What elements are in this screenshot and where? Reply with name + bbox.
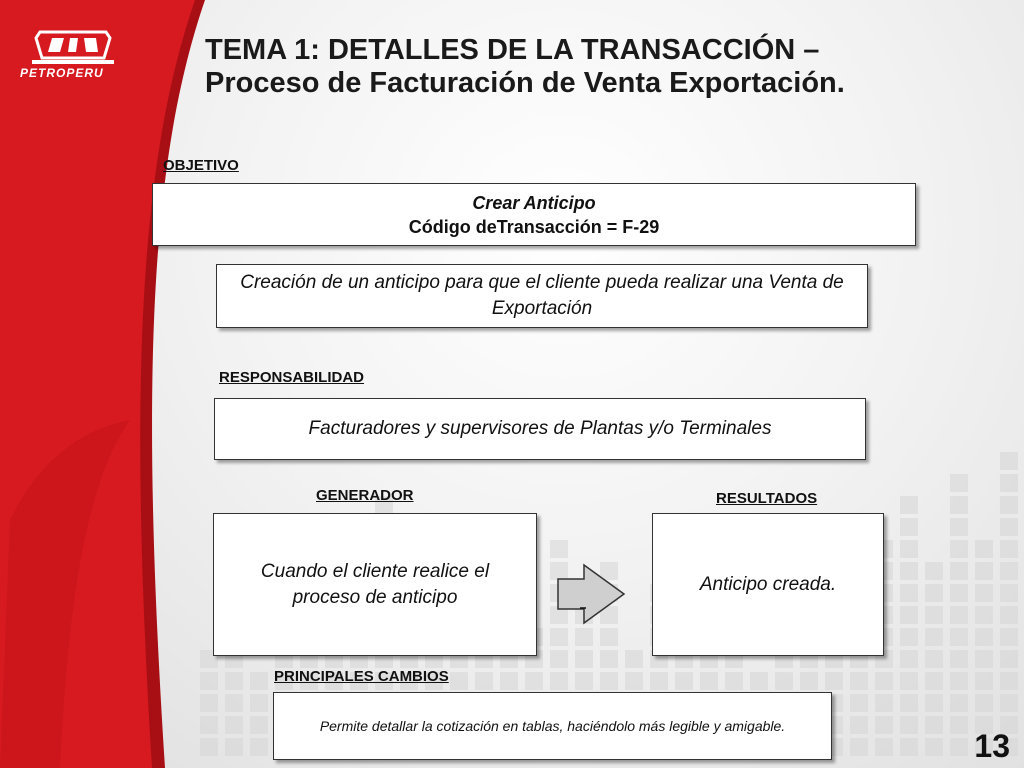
page-number: 13 — [974, 728, 1010, 764]
responsabilidad-box — [214, 398, 866, 460]
resultados-text: Anticipo creada. — [699, 573, 837, 595]
objetivo-description: Creación de un anticipo para que el cliente pueda realizar una Venta de Exportación — [240, 272, 844, 319]
generador-text: Cuando el cliente realice el proceso de anticipo — [260, 560, 490, 608]
logo-wordmark: PETROPERU — [20, 66, 104, 80]
resultados-label: RESULTADOS — [716, 490, 818, 507]
objetivo-box — [152, 183, 916, 246]
principales-cambios-label: PRINCIPALES CAMBIOS — [274, 668, 449, 685]
right-arrow-icon — [556, 563, 628, 625]
responsabilidad-text: Facturadores y supervisores de Plantas y/o Terminales — [308, 418, 772, 439]
objetivo-label: OBJETIVO — [163, 157, 239, 174]
red-side-band — [0, 0, 210, 768]
transaction-code: Código deTransacción = F-29 — [408, 216, 660, 237]
page-title: TEMA 1: DETALLES DE LA TRANSACCIÓN – Proceso de Facturación de Venta Exportación. — [205, 34, 845, 99]
generador-box — [213, 513, 537, 656]
responsabilidad-label: RESPONSABILIDAD — [219, 369, 365, 386]
generador-label: GENERADOR — [316, 487, 414, 504]
principales-cambios-text: Permite detallar la cotización en tablas, haciéndolo más legible y amigable. — [319, 718, 786, 734]
objetivo-description-box — [216, 264, 868, 328]
principales-cambios-box — [273, 692, 832, 760]
objetivo-title: Crear Anticipo — [472, 192, 596, 213]
resultados-box — [652, 513, 884, 656]
